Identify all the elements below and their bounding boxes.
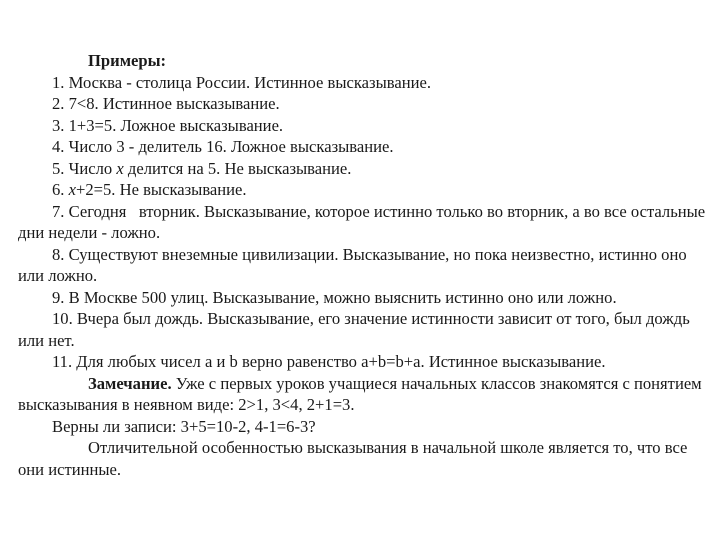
item-number: 7. — [52, 201, 65, 221]
item-number: 11. — [52, 352, 73, 371]
item-text: 7<8. Истинное высказывание. — [68, 94, 280, 113]
item-text: Сегодня вторник. Высказывание, которое истинно только во вторник, а во все остальные дни недели - ложно. — [18, 201, 710, 242]
item-number: 10. — [52, 309, 73, 328]
item-text: Число 3 - делитель 16. Ложное высказывание. — [68, 137, 394, 156]
example-item-3 — [18, 115, 708, 137]
example-item-10 — [18, 308, 708, 351]
variable-x: x — [116, 158, 124, 178]
example-item-6 — [18, 179, 708, 201]
example-item-5 — [18, 158, 708, 180]
note-label: Замечание. — [88, 373, 172, 393]
conclusion-paragraph: Отличительной особенностью высказывания в начальной школе является то, что все они истинные. — [18, 438, 688, 479]
item-number: 2. — [52, 94, 65, 113]
example-item-9 — [18, 287, 708, 309]
item-text: 1+3=5. Ложное высказывание. — [68, 115, 284, 135]
example-item-8 — [18, 244, 708, 287]
page-title: Примеры: — [88, 51, 167, 70]
item-number: 1. — [52, 72, 65, 92]
item-number: 9. — [52, 287, 65, 307]
item-text-pre: Число — [68, 158, 117, 178]
example-item-1 — [18, 72, 708, 94]
item-number: 8. — [52, 244, 65, 264]
question-paragraph: Верны ли записи: 3+5=10-2, 4-1=6-3? — [52, 416, 316, 436]
example-item-11 — [18, 351, 708, 373]
item-text: Существуют внеземные цивилизации. Высказывание, но пока неизвестно, истинно оно или ложно. — [18, 244, 687, 285]
item-number: 5. — [52, 158, 65, 178]
variable-x: x — [68, 180, 76, 199]
item-text: Для любых чисел а и b верно равенство a+b=b+a. Истинное высказывание. — [76, 352, 606, 371]
item-text-post: делится на 5. Не высказывание. — [123, 158, 352, 178]
item-number: 3. — [52, 115, 65, 135]
example-item-4 — [18, 136, 708, 158]
document-body — [18, 50, 708, 480]
note-paragraph — [18, 373, 708, 416]
item-text: В Москве 500 улиц. Высказывание, можно выяснить истинно оно или ложно. — [68, 287, 617, 307]
item-text: Вчера был дождь. Высказывание, его значение истинности зависит от того, был дождь или нет. — [18, 309, 690, 350]
item-text: Москва - столица России. Истинное высказывание. — [68, 72, 431, 92]
note-text: Уже с первых уроков учащиеся начальных классов знакомятся с понятием высказывания в неявном виде: 2>1, 3<4, 2+1=3. — [18, 373, 702, 414]
item-text-post: +2=5. Не высказывание. — [75, 180, 247, 199]
example-item-7 — [18, 201, 708, 244]
item-number: 4. — [52, 137, 65, 156]
example-item-2 — [18, 93, 708, 115]
item-number: 6. — [52, 180, 65, 199]
